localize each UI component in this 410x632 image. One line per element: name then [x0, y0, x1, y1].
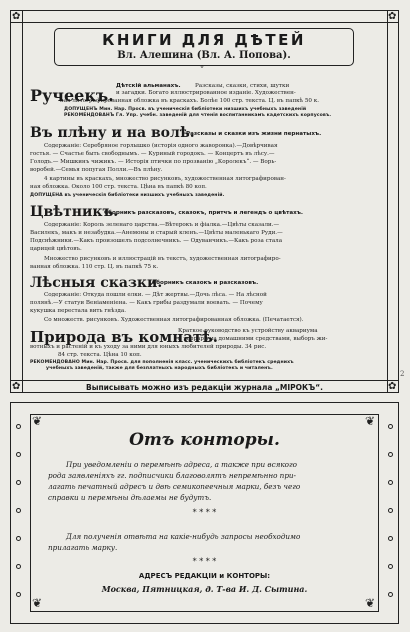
- border-dot: [388, 452, 393, 457]
- office-title: Отъ конторы.: [129, 430, 280, 450]
- border-dot: [388, 592, 393, 597]
- office-para1-line3: лагать печатный адресъ и двѣ семикопеечныя марки, безъ чего: [48, 482, 301, 491]
- office-para1-line1: При уведомленіи о перемѣнѣ адреса, а также при всякого: [66, 460, 297, 469]
- book3-title: Цвѣтникъ.: [30, 204, 119, 220]
- page-subtitle: Вл. Алешина (Вл. А. Попова).: [117, 50, 291, 61]
- book4-line4: Со множеств. рисунковъ. Художественная литографированная обложка. (Печатается).: [44, 317, 304, 323]
- book3-line2: Василекъ, макъ и незабудка.—Анемоны и старый кленъ.—Цвѣты маленькаго Руди.—: [30, 230, 283, 236]
- swirl-ornament-bl: ❦: [32, 596, 43, 610]
- left-vertical-rule: [22, 10, 23, 393]
- bottom-rule: [10, 380, 399, 381]
- book3-lead: Сборникъ разсказовъ, сказокъ, притчъ и легендъ о цвѣтахъ.: [104, 210, 304, 216]
- book5-note1: РЕКОМЕНДОВАНО Мин. Нар. Просв. для пополненія класс. ученическихъ библіотекъ среднихъ: [30, 360, 294, 365]
- book3-line6: ванная обложка. 110 стр. Ц. въ папкѣ 75 к.: [30, 264, 159, 270]
- book3-line4: царицей цвѣтовъ.: [30, 246, 82, 252]
- book1-note2: РЕКОМЕНДОВАНЪ Гл. Упр. учебн. заведеній для чтенія воспитанникамъ кадетскихъ корпусовъ.: [64, 113, 332, 118]
- corner-ornament-bl: ✿: [12, 381, 21, 392]
- page-title: КНИГИ ДЛЯ ДѢТЕЙ: [102, 31, 306, 49]
- office-stars-2: * * * *: [192, 557, 217, 566]
- office-stars-1: * * * *: [192, 508, 217, 517]
- book2-note1: ДОПУЩЕНА въ ученическія библіотеки низшихъ учебныхъ заведеній.: [30, 193, 225, 198]
- border-dot: [16, 424, 21, 429]
- book1-title: Ручеекъ.: [30, 86, 114, 105]
- book4-line2: полянѣ.—У статуи Веніаменіена. — Какъ грибы раздумали воевать. — Почему: [30, 300, 263, 306]
- book2-title: Въ плѣну и на волѣ.: [30, 125, 195, 141]
- corner-ornament-br: ✿: [388, 381, 397, 392]
- border-dot: [388, 424, 393, 429]
- border-dot: [16, 508, 21, 513]
- office-para1-line4: справки и перемѣны дѣлаемы не будутъ.: [48, 493, 212, 502]
- right-vertical-rule: [387, 10, 388, 393]
- book1-line3: ная литографированная обложка въ краскахъ. Болѣе 100 стр. текста. Ц. въ папкѣ 50 к.: [60, 98, 320, 104]
- address-text: Москва, Пятницкая, д. Т-ва И. Д. Сытина.: [101, 584, 308, 594]
- border-dot: [388, 508, 393, 513]
- book3-line5: Множество рисунковъ и иллюстрацій въ текстъ, художественная литографиро-: [44, 256, 281, 262]
- book2-line2: гостья. — Счастье быть свободнымъ. — Куриный городокъ. — Концертъ въ лѣсу.—: [30, 151, 275, 157]
- book2-lead: Разсказы и сказки изъ жизни пернатыхъ.: [186, 131, 322, 137]
- order-line: Выписывать можно изъ редакціи журнала „МІРОКЪ“.: [85, 383, 324, 392]
- border-dot: [388, 536, 393, 541]
- office-para2-line1: Для полученія отвѣта на какіе-нибудь запросы необходимо: [66, 532, 301, 541]
- swirl-ornament-br: ❦: [365, 596, 376, 610]
- book2-line6: ная обложка. Около 100 стр. текста. Цѣна въ папкѣ 80 коп.: [30, 184, 207, 190]
- swirl-ornament-tr: ❦: [365, 414, 376, 428]
- book3-line3: Подснѣжники.—Какъ произошелъ подсолнечникъ. — Одуванчикъ.—Какъ роза стала: [30, 238, 283, 244]
- book5-line4: 84 стр. текста. Цѣна 10 коп.: [58, 352, 142, 358]
- book1-line1: Разсказы, сказки, стихи, шутки: [195, 83, 290, 89]
- book5-line3: вотныхъ и растеній и къ уходу за ними для юныхъ любителей природы. 34 рис.: [30, 344, 267, 350]
- office-para1-line2: рода заявленіяхъ гг. подписчики благоволятъ непремѣнно при-: [48, 471, 296, 480]
- book2-line5: 4 картины въ краскахъ, множество рисунковъ, художественная литографирован-: [44, 176, 286, 182]
- book1-lead: Дѣтскій альманахъ.: [116, 83, 181, 89]
- corner-ornament-tl: ✿: [12, 11, 21, 22]
- book5-line1: Краткое руководство къ устройству аквариума: [178, 328, 318, 334]
- top-rule: [10, 22, 399, 23]
- border-dot: [16, 480, 21, 485]
- border-dot: [16, 452, 21, 457]
- book2-line4: воробей.—Семья попугая Полли.—Въ плѣну.: [30, 167, 163, 173]
- book4-title: Лѣсныя сказки.: [30, 275, 163, 291]
- book5-title: Природа въ комнатѣ.: [30, 328, 218, 346]
- border-dot: [16, 592, 21, 597]
- book3-line1: Содержаніе: Король зеленаго царства.—Вѣтерокъ и фіалка.—Цвѣты сказали.—: [44, 222, 280, 228]
- book1-line2: и загадки. Богато иллюстрированное изданіе. Художествен-: [116, 90, 296, 96]
- book4-line1: Содержаніе: Откуда пошли елки. — Дѣт жертвы.—Дочь лѣса. — На лѣсной: [44, 292, 267, 298]
- title-divider-ornament: °: [200, 64, 204, 73]
- book2-line1: Содержаніе: Серебряное горлышко (исторія одного жаворонка).—Довѣрчивая: [44, 143, 278, 149]
- swirl-ornament-tl: ❦: [32, 414, 43, 428]
- address-label: АДРЕСЪ РЕДАКЦІИ и КОНТОРЫ:: [138, 572, 271, 580]
- book4-lead: Сборникъ сказокъ и разсказовъ.: [152, 280, 259, 286]
- book5-line2: и терраріума домашними средствами, выборъ жи-: [178, 336, 328, 342]
- book4-line3: кукушка перестала вить гнѣзда.: [30, 308, 126, 314]
- book1-note1: ДОПУЩЕНЪ Мин. Нар. Просв. въ ученическія библіотеки низшихъ учебныхъ заведеній: [64, 107, 307, 112]
- office-para2-line2: прилагать марку.: [48, 543, 118, 552]
- book2-line3: Голодъ.— Мишкинъ чижикъ. — Исторія птички по прозванію „Королекъ“. — Ворь-: [30, 159, 277, 165]
- border-dot: [388, 564, 393, 569]
- page-mark: 2: [400, 370, 405, 378]
- corner-ornament-tr: ✿: [388, 11, 397, 22]
- border-dot: [16, 564, 21, 569]
- border-dot: [388, 480, 393, 485]
- border-dot: [16, 536, 21, 541]
- book5-note2: учебныхъ заведеній, также для безплатныхъ народныхъ библіотекъ и читаленъ.: [46, 366, 273, 371]
